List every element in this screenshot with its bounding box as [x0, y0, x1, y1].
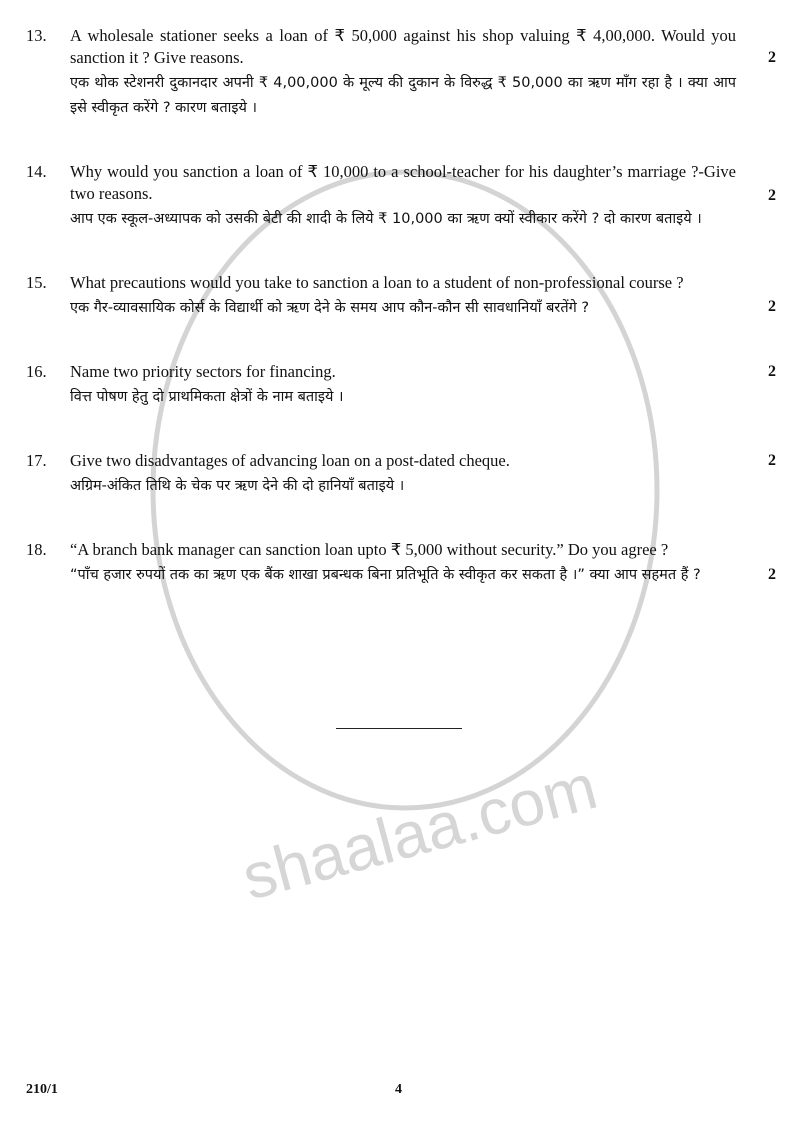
- question-text-english: What precautions would you take to sanction a loan to a student of non-professional course ?: [70, 273, 684, 292]
- question-number: 14.: [26, 162, 47, 181]
- watermark-text: shaalaa.com: [234, 750, 605, 914]
- page-number: 4: [395, 1082, 402, 1097]
- question-text-hindi: आप एक स्कूल-अध्यापक को उसकी बेटी की शादी के लिये ₹ 10,000 का ऋण क्यों स्वीकार करेंगे ? दो कारण बताइये ।: [70, 211, 702, 227]
- question-16: [0, 361, 800, 410]
- question-15: [0, 272, 800, 321]
- question-number: 16.: [26, 362, 47, 381]
- question-text-english: Give two disadvantages of advancing loan on a post-dated cheque.: [70, 451, 510, 470]
- question-18: [0, 539, 800, 588]
- question-number: 15.: [26, 273, 47, 292]
- question-13: [0, 25, 800, 121]
- question-list: [0, 25, 800, 628]
- question-text-hindi: “पाँच हजार रुपयों तक का ऋण एक बैंक शाखा प्रबन्धक बिना प्रतिभूति के स्वीकृत कर सकता है ।” क्या आप सहमत हैं ?: [70, 567, 701, 583]
- question-text-hindi: एक थोक स्टेशनरी दुकानदार अपनी ₹ 4,00,000 के मूल्य की दुकान के विरुद्ध ₹ 50,000 का ऋण माँग रहा है । क्या आप इसे स्वीकृत करेंगे ? कारण बताइये ।: [70, 75, 736, 116]
- question-marks: 2: [768, 363, 776, 380]
- end-divider: [336, 728, 462, 729]
- question-14: [0, 161, 800, 232]
- question-marks: 2: [768, 49, 776, 66]
- question-text-english: “A branch bank manager can sanction loan upto ₹ 5,000 without security.” Do you agree ?: [70, 540, 669, 559]
- question-text-english: Why would you sanction a loan of ₹ 10,000 to a school-teacher for his daughter’s marriage ?-Give two reasons.: [70, 162, 736, 203]
- question-text-hindi: वित्त पोषण हेतु दो प्राथमिकता क्षेत्रों के नाम बताइये ।: [70, 389, 344, 405]
- paper-code: 210/1: [26, 1082, 58, 1097]
- question-marks: 2: [768, 566, 776, 583]
- question-number: 18.: [26, 540, 47, 559]
- question-text-hindi: एक गैर-व्यावसायिक कोर्स के विद्यार्थी को ऋण देने के समय आप कौन-कौन सी सावधानियाँ बरतेंगे ?: [70, 300, 590, 316]
- question-text-english: A wholesale stationer seeks a loan of ₹ 50,000 against his shop valuing ₹ 4,00,000. Would you sanction it ? Give reasons.: [70, 26, 736, 67]
- question-marks: 2: [768, 298, 776, 315]
- question-text-hindi: अग्रिम-अंकित तिथि के चेक पर ऋण देने की दो हानियाँ बताइये ।: [70, 478, 405, 494]
- question-number: 17.: [26, 451, 47, 470]
- question-marks: 2: [768, 187, 776, 204]
- question-text-english: Name two priority sectors for financing.: [70, 362, 336, 381]
- question-number: 13.: [26, 26, 47, 45]
- question-17: [0, 450, 800, 499]
- question-marks: 2: [768, 452, 776, 469]
